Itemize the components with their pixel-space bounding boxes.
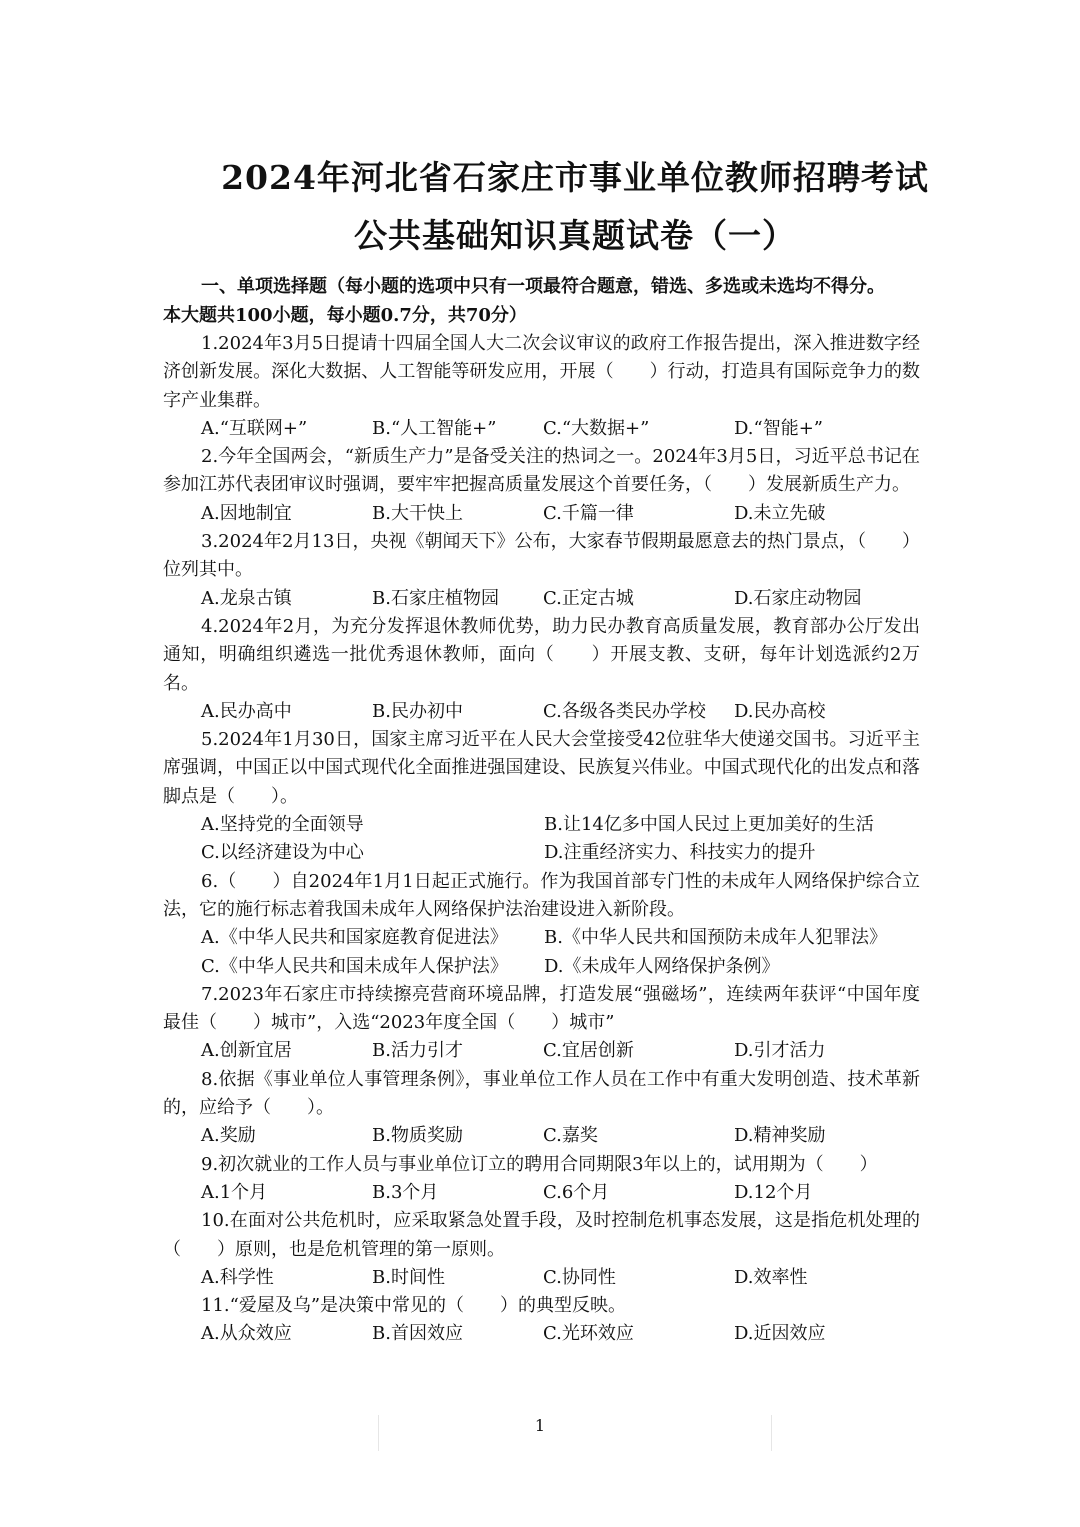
question-stem: 6.（ ）自2024年1月1日起正式施行。作为我国首部专门性的未成年人网络保护综合立法，它的施行标志着我国未成年人网络保护法治建设进入新阶段。 xyxy=(163,870,920,920)
question-stem: 10.在面对公共危机时，应采取紧急处置手段，及时控制危机事态发展，这是指危机处理的（ ）原则，也是危机管理的第一原则。 xyxy=(163,1210,920,1260)
option-group xyxy=(163,1037,920,1065)
question-item xyxy=(163,528,920,613)
option-group xyxy=(163,698,920,726)
answer-option: C.以经济建设为中心 xyxy=(201,842,364,864)
question-item xyxy=(163,613,920,726)
answer-option: C.嘉奖 xyxy=(543,1125,598,1147)
section-instruction-line-1: 一、单项选择题（每小题的选项中只有一项最符合题意，错选、多选或未选均不得分。 xyxy=(201,276,885,297)
answer-option: D.精神奖励 xyxy=(734,1125,826,1147)
answer-option: B.活力引才 xyxy=(372,1040,463,1062)
question-stem: 8.依据《事业单位人事管理条例》，事业单位工作人员在工作中有重大发明创造、技术革新的，应给予（ ）。 xyxy=(163,1068,920,1119)
question-stem: 11.“爱屋及乌”是决策中常见的（ ）的典型反映。 xyxy=(201,1295,627,1317)
question-stem: 7.2023年石家庄市持续擦亮营商环境品牌，打造发展“强磁场”，连续两年获评“中国年度最佳（ ）城市”，入选“2023年度全国（ ）城市” xyxy=(163,983,920,1034)
question-item xyxy=(163,443,920,528)
option-group xyxy=(163,1320,920,1348)
question-stem: 2.今年全国两会，“新质生产力”是备受关注的热词之一。2024年3月5日，习近平总书记在参加江苏代表团审议时强调，要牢牢把握高质量发展这个首要任务，（ ）发展新质生产力。 xyxy=(163,446,920,496)
answer-option: A.《中华人民共和国家庭教育促进法》 xyxy=(201,927,508,949)
answer-option: C.《中华人民共和国未成年人保护法》 xyxy=(201,955,508,977)
answer-option: C.各级各类民办学校 xyxy=(543,700,706,722)
answer-option: A.奖励 xyxy=(201,1125,256,1147)
question-item xyxy=(163,1292,920,1349)
question-stem: 9.初次就业的工作人员与事业单位订立的聘用合同期限3年以上的，试用期为（ ） xyxy=(201,1153,878,1175)
answer-option: C.协同性 xyxy=(543,1266,616,1288)
answer-option: D.12个月 xyxy=(734,1181,813,1203)
answer-option: C.光环效应 xyxy=(543,1323,634,1345)
answer-option: B.物质奖励 xyxy=(372,1125,463,1147)
answer-option: B.3个月 xyxy=(372,1181,439,1203)
answer-option: A.因地制宜 xyxy=(201,502,292,524)
answer-option: A.科学性 xyxy=(201,1266,274,1288)
option-group xyxy=(163,500,920,528)
option-group xyxy=(163,585,920,613)
answer-option: A.“互联网+” xyxy=(201,417,308,439)
answer-option: C.宜居创新 xyxy=(543,1040,634,1062)
question-item xyxy=(163,981,920,1066)
exam-title-line-2: 公共基础知识真题试卷（一） xyxy=(354,216,796,255)
option-group xyxy=(163,924,920,981)
answer-option: D.《未成年人网络保护条例》 xyxy=(544,955,780,977)
question-list xyxy=(163,330,920,1349)
page-number: 1 xyxy=(534,1416,546,1435)
question-item xyxy=(163,1151,920,1208)
question-item xyxy=(163,726,920,867)
option-group xyxy=(163,415,920,443)
answer-option: C.千篇一律 xyxy=(543,502,634,524)
answer-option: D.未立先破 xyxy=(734,502,826,524)
answer-option: C.6个月 xyxy=(543,1181,610,1203)
answer-option: C.正定古城 xyxy=(543,587,634,609)
answer-option: D.民办高校 xyxy=(734,700,826,722)
footer-divider-right xyxy=(771,1415,772,1451)
answer-option: A.从众效应 xyxy=(201,1323,292,1345)
exam-title-line-1: 2024年河北省石家庄市事业单位教师招聘考试 xyxy=(221,158,929,197)
answer-option: D.近因效应 xyxy=(734,1323,826,1345)
answer-option: A.1个月 xyxy=(201,1181,268,1203)
answer-option: D.注重经济实力、科技实力的提升 xyxy=(544,842,816,864)
answer-option: B.“人工智能+” xyxy=(372,417,497,439)
answer-option: D.石家庄动物园 xyxy=(734,587,862,609)
question-stem: 3.2024年2月13日，央视《朝闻天下》公布，大家春节假期最愿意去的热门景点，（ ）位列其中。 xyxy=(163,531,920,581)
answer-option: A.坚持党的全面领导 xyxy=(201,814,364,836)
answer-option: D.引才活力 xyxy=(734,1040,826,1062)
option-group xyxy=(163,1179,920,1207)
answer-option: B.让14亿多中国人民过上更加美好的生活 xyxy=(544,814,874,836)
answer-option: B.首因效应 xyxy=(372,1323,463,1345)
answer-option: B.石家庄植物园 xyxy=(372,587,499,609)
answer-option: B.民办初中 xyxy=(372,700,463,722)
answer-option: A.民办高中 xyxy=(201,700,292,722)
question-stem: 1.2024年3月5日提请十四届全国人大二次会议审议的政府工作报告提出，深入推进数字经济创新发展。深化大数据、人工智能等研发应用，开展（ ）行动，打造具有国际竞争力的数字产业集群。 xyxy=(163,333,920,411)
option-group xyxy=(163,1264,920,1292)
option-group xyxy=(163,1122,920,1150)
question-stem: 5.2024年1月30日，国家主席习近平在人民大会堂接受42位驻华大使递交国书。习近平主席强调，中国正以中国式现代化全面推进强国建设、民族复兴伟业。中国式现代化的出发点和落脚点是（ ）。 xyxy=(163,729,920,807)
question-item xyxy=(163,330,920,443)
answer-option: D.“智能+” xyxy=(734,417,823,439)
answer-option: B.大干快上 xyxy=(372,502,463,524)
answer-option: D.效率性 xyxy=(734,1266,808,1288)
option-group xyxy=(163,811,920,868)
question-stem: 4.2024年2月，为充分发挥退休教师优势，助力民办教育高质量发展，教育部办公厅发出通知，明确组织遴选一批优秀退休教师，面向（ ）开展支教、支研，每年计划选派约2万名。 xyxy=(163,615,920,694)
answer-option: A.创新宜居 xyxy=(201,1040,292,1062)
answer-option: B.《中华人民共和国预防未成年人犯罪法》 xyxy=(544,927,887,949)
section-heading xyxy=(163,272,920,330)
question-item xyxy=(163,868,920,981)
question-item xyxy=(163,1066,920,1151)
answer-option: A.龙泉古镇 xyxy=(201,587,292,609)
answer-option: B.时间性 xyxy=(372,1266,445,1288)
question-item xyxy=(163,1207,920,1292)
section-instruction-line-2: 本大题共100小题，每小题0.7分，共70分） xyxy=(163,305,527,326)
answer-option: C.“大数据+” xyxy=(543,417,650,439)
